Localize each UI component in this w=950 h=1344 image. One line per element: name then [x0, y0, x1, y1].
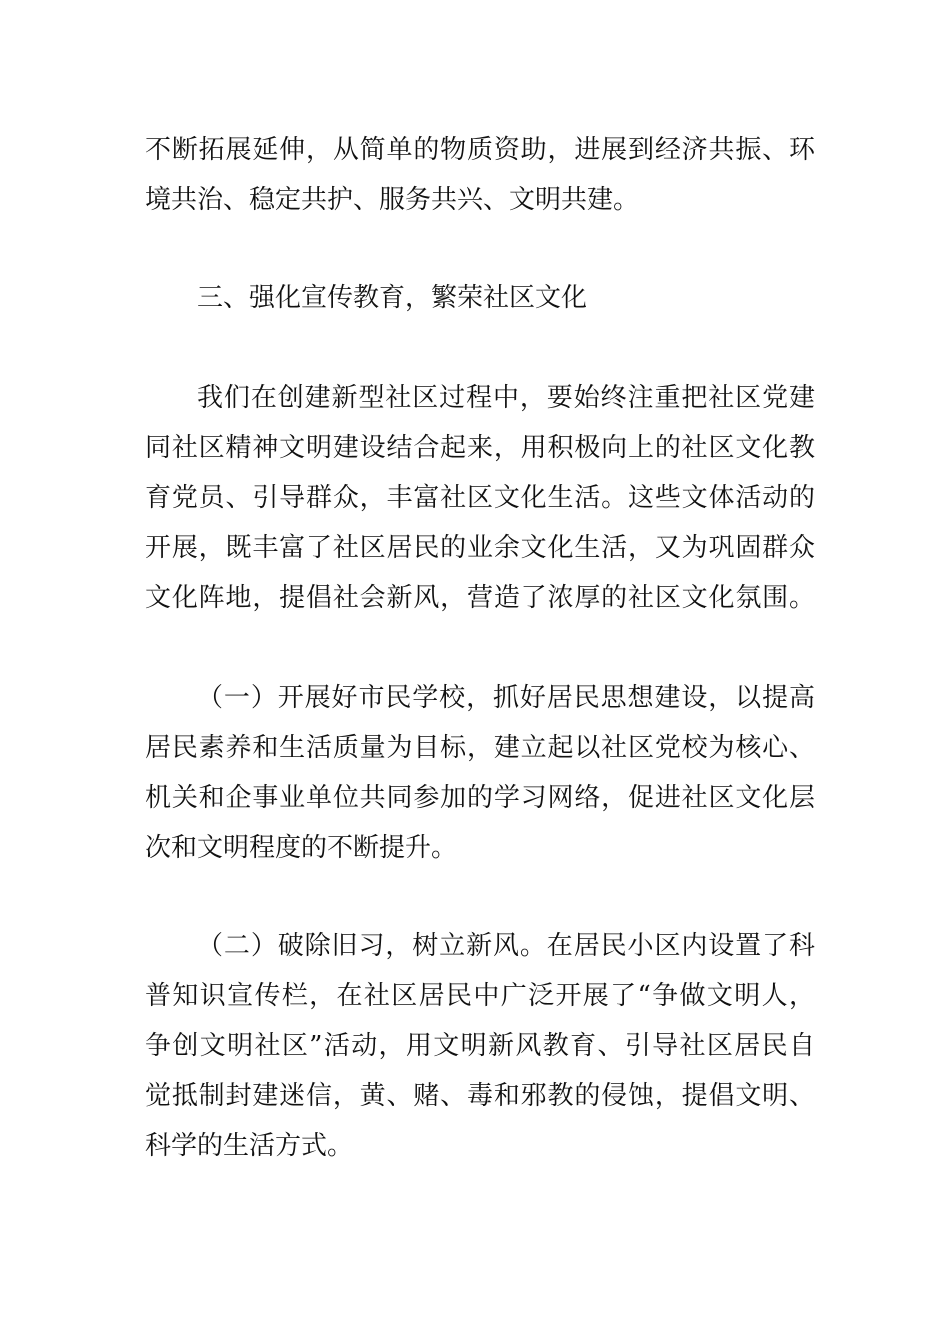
para4-line-1: （二）破除旧习，树立新风。在居民小区内设置了科: [197, 931, 815, 961]
para4-line-5: 科学的生活方式。: [145, 1131, 354, 1161]
para2-line-3: 育党员、引导群众，丰富社区文化生活。这些文体活动的: [145, 483, 815, 513]
para2-line-2: 同社区精神文明建设结合起来，用积极向上的社区文化教: [145, 433, 815, 463]
para2-line-4: 开展，既丰富了社区居民的业余文化生活，又为巩固群众: [145, 533, 815, 563]
para4-line-4: 觉抵制封建迷信，黄、赌、毒和邪教的侵蚀，提倡文明、: [145, 1081, 815, 1111]
para1-line-2: 境共治、稳定共护、服务共兴、文明共建。: [145, 185, 640, 215]
para1-line-1: 不断拓展延伸，从简单的物质资助，进展到经济共振、环: [145, 135, 815, 165]
section-heading: 三、强化宣传教育，繁荣社区文化: [197, 283, 588, 313]
para2-line-5: 文化阵地，提倡社会新风，营造了浓厚的社区文化氛围。: [145, 583, 815, 613]
para3-line-4: 次和文明程度的不断提升。: [145, 833, 458, 863]
para4-line-3: 争创文明社区”活动，用文明新风教育、引导社区居民自: [145, 1031, 815, 1061]
para3-line-3: 机关和企事业单位共同参加的学习网络，促进社区文化层: [145, 783, 815, 813]
para3-line-2: 居民素养和生活质量为目标，建立起以社区党校为核心、: [145, 733, 815, 763]
para3-line-1: （一）开展好市民学校，抓好居民思想建设，以提高: [197, 683, 815, 713]
para2-line-1: 我们在创建新型社区过程中，要始终注重把社区党建: [197, 383, 815, 413]
para4-line-2: 普知识宣传栏，在社区居民中广泛开展了“争做文明人，: [145, 981, 815, 1011]
